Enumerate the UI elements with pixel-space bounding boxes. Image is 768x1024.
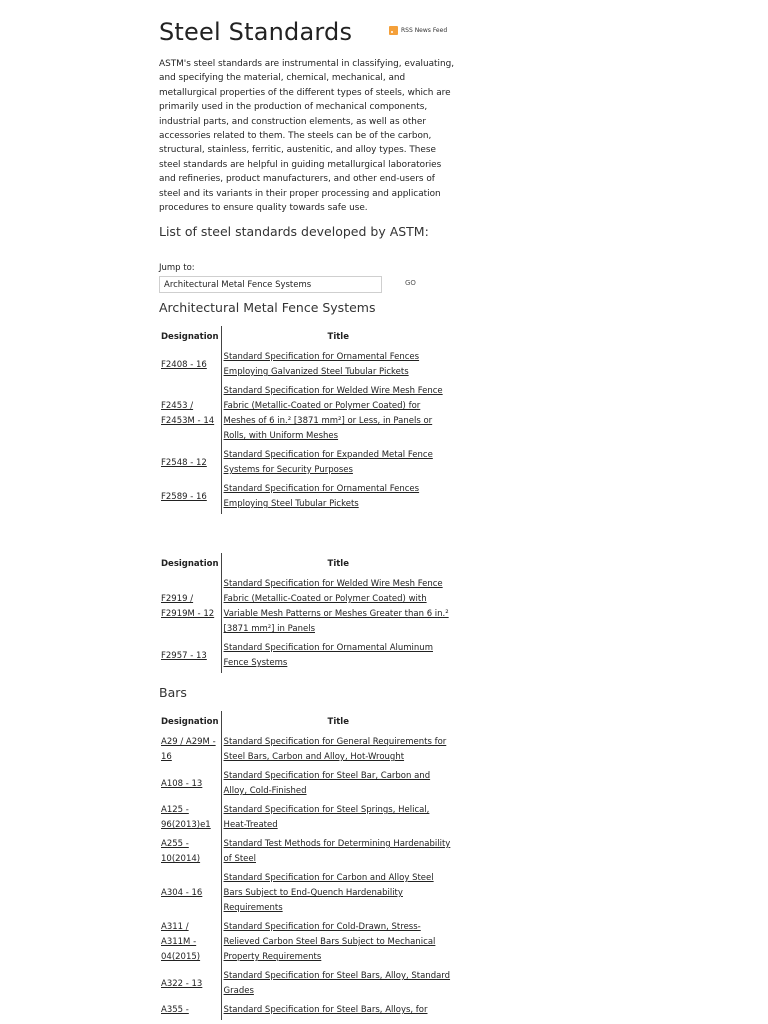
title-link[interactable]: Standard Specification for Cold-Drawn, Stress-Relieved Carbon Steel Bars Subject to Mechanical Property Requirements (223, 922, 436, 962)
table-row (159, 639, 455, 673)
table-row (159, 869, 455, 918)
title-cell (221, 967, 455, 1001)
title-link[interactable]: Standard Specification for Ornamental Fences Employing Galvanized Steel Tubular Pickets (223, 352, 420, 377)
title-link[interactable]: Standard Specification for Expanded Metal Fence Systems for Security Purposes (223, 450, 433, 475)
designation-header: Designation (161, 559, 219, 569)
title-link[interactable]: Standard Specification for Steel Bar, Carbon and Alloy, Cold-Finished (223, 771, 431, 796)
table-row (159, 918, 455, 967)
jump-to-label: Jump to: (159, 263, 195, 273)
designation-cell (159, 480, 221, 514)
title-cell (221, 480, 455, 514)
section-title-bars: Bars (159, 685, 187, 700)
designation-cell (159, 967, 221, 1001)
title-cell (221, 801, 455, 835)
table-row (159, 480, 455, 514)
title-link[interactable]: Standard Specification for Ornamental Aluminum Fence Systems (223, 643, 433, 668)
intro-paragraph: ASTM's steel standards are instrumental in classifying, evaluating, and specifying the material, chemical, mechanical, and metallurgical properties of the different types of steels, which are primarily used in the production of mechanical components, industrial parts, and construction elements, as well as other accessories related to them. The steels can be of the carbon, structural, stainless, ferritic, austenitic, and alloy types. These steel standards are helpful in guiding metallurgical laboratories and refineries, product manufacturers, and other end-users of steel and its variants in their proper processing and application procedures to ensure quality towards safe use. (159, 59, 455, 214)
go-button[interactable]: GO (405, 279, 416, 287)
rss-icon (389, 26, 398, 35)
designation-link[interactable]: A29 / A29M - 16 (161, 737, 216, 762)
designation-cell (159, 639, 221, 673)
title-cell (221, 382, 455, 446)
designation-link[interactable]: A311 / A311M - 04(2015) (161, 922, 201, 962)
title-link[interactable]: Standard Test Methods for Determining Hardenability of Steel (223, 839, 451, 864)
page-title: Steel Standards (159, 18, 353, 46)
designation-link[interactable]: A355 - (161, 1005, 189, 1015)
fence-table-1 (159, 326, 455, 514)
designation-cell (159, 801, 221, 835)
table-row (159, 382, 455, 446)
designation-cell (159, 348, 221, 382)
title-link[interactable]: Standard Specification for General Requirements for Steel Bars, Carbon and Alloy, Hot-Wrought (223, 737, 447, 762)
designation-header: Designation (161, 332, 219, 342)
title-link[interactable]: Standard Specification for Steel Bars, Alloys, for (223, 1005, 428, 1015)
designation-cell (159, 918, 221, 967)
designation-link[interactable]: F2548 - 12 (161, 457, 207, 468)
designation-link[interactable]: A108 - 13 (161, 778, 203, 789)
title-cell (221, 446, 455, 480)
table-row (159, 767, 455, 801)
designation-link[interactable]: A255 - 10(2014) (161, 839, 201, 864)
fence-table-2 (159, 553, 455, 673)
title-cell (221, 835, 455, 869)
designation-header: Designation (161, 717, 219, 727)
designation-link[interactable]: F2453 / F2453M - 14 (161, 401, 215, 426)
designation-link[interactable]: A322 - 13 (161, 978, 203, 989)
table-row (159, 348, 455, 382)
designation-cell (159, 733, 221, 767)
designation-link[interactable]: F2408 - 16 (161, 359, 207, 370)
rss-news-feed-link[interactable] (389, 26, 447, 35)
table-row (159, 1001, 455, 1020)
designation-link[interactable]: A125 - 96(2013)e1 (161, 805, 211, 830)
rss-label: RSS News Feed (401, 27, 448, 34)
table-row (159, 801, 455, 835)
designation-cell (159, 446, 221, 480)
designation-cell (159, 575, 221, 639)
designation-cell (159, 382, 221, 446)
title-cell (221, 639, 455, 673)
title-header: Title (221, 553, 455, 575)
designation-cell (159, 767, 221, 801)
designation-cell (159, 835, 221, 869)
designation-cell (159, 869, 221, 918)
title-header: Title (221, 326, 455, 348)
title-cell (221, 575, 455, 639)
designation-link[interactable]: F2957 - 13 (161, 650, 207, 661)
title-link[interactable]: Standard Specification for Carbon and Alloy Steel Bars Subject to End-Quench Hardenability Requirements (223, 873, 434, 913)
designation-link[interactable]: F2589 - 16 (161, 491, 207, 502)
title-header: Title (221, 711, 455, 733)
section-title-fence: Architectural Metal Fence Systems (159, 300, 376, 315)
jump-to-select[interactable]: Architectural Metal Fence Systems (159, 276, 382, 293)
title-link[interactable]: Standard Specification for Ornamental Fences Employing Steel Tubular Pickets (223, 484, 420, 509)
title-cell (221, 767, 455, 801)
designation-link[interactable]: A304 - 16 (161, 888, 203, 898)
title-link[interactable]: Standard Specification for Steel Springs, Helical, Heat-Treated (223, 805, 430, 830)
table-row (159, 733, 455, 767)
title-cell (221, 348, 455, 382)
table-row (159, 446, 455, 480)
title-cell (221, 733, 455, 767)
table-row (159, 835, 455, 869)
bars-table (159, 711, 455, 1020)
title-cell (221, 918, 455, 967)
title-link[interactable]: Standard Specification for Welded Wire Mesh Fence Fabric (Metallic-Coated or Polymer Coated) with Variable Mesh Patterns or Meshes Greater than 6 in.² [3871 mm²] in Panels (223, 579, 449, 634)
designation-link[interactable]: F2919 / F2919M - 12 (161, 594, 215, 619)
title-cell (221, 1001, 455, 1020)
list-heading: List of steel standards developed by ASTM: (159, 224, 429, 239)
designation-cell (159, 1001, 221, 1020)
table-row (159, 575, 455, 639)
table-row (159, 967, 455, 1001)
title-cell (221, 869, 455, 918)
title-link[interactable]: Standard Specification for Welded Wire Mesh Fence Fabric (Metallic-Coated or Polymer Coated) for Meshes of 6 in.² [3871 mm²] or Less, in Panels or Rolls, with Uniform Meshes (223, 386, 443, 441)
title-link[interactable]: Standard Specification for Steel Bars, Alloy, Standard Grades (223, 971, 451, 996)
